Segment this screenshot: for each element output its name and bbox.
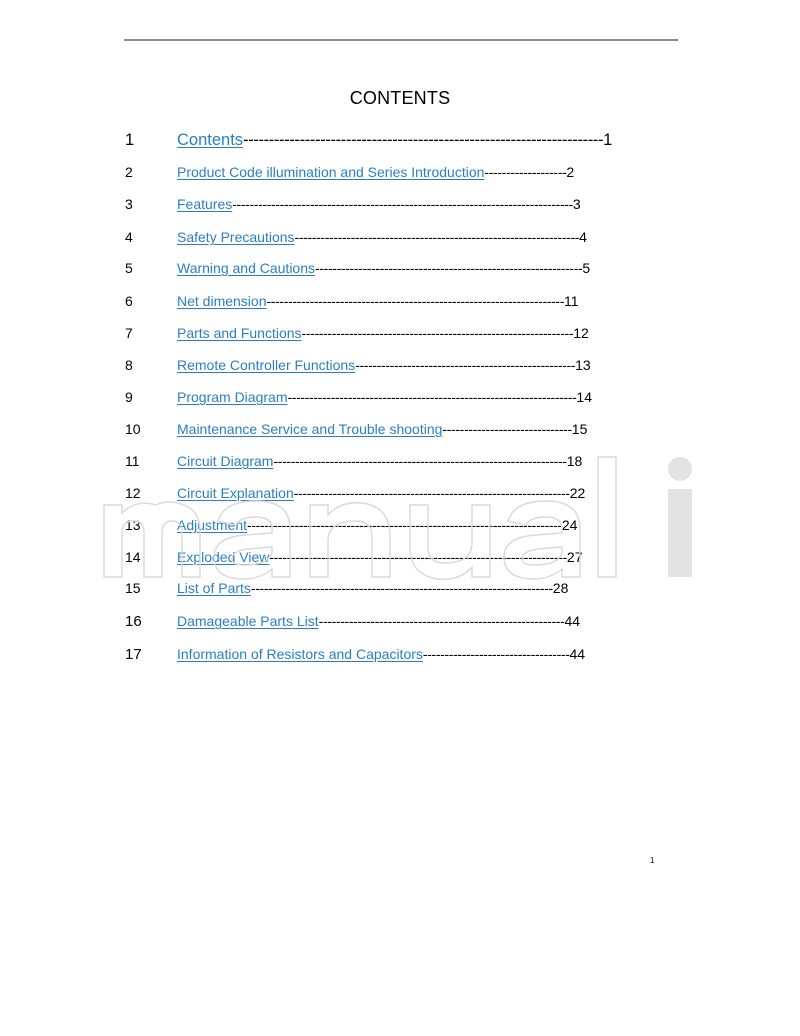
toc-leader: ------------------------------------------------------------------------- xyxy=(247,517,562,533)
toc-leader: --------------------------------------------------------------- xyxy=(301,325,574,341)
toc-page-number: 5 xyxy=(582,260,591,276)
toc-page-number: 12 xyxy=(573,325,589,341)
toc-entry-number: 13 xyxy=(125,517,141,533)
toc-page-number: 11 xyxy=(564,293,579,309)
toc-link-circuit-diagram[interactable]: Circuit Diagram xyxy=(177,453,274,469)
toc-link-parts-functions[interactable]: Parts and Functions xyxy=(177,325,302,341)
toc-page-number: 14 xyxy=(576,389,592,405)
toc-entry-number: 8 xyxy=(125,357,133,373)
toc-entry-features xyxy=(125,194,581,214)
toc-entry-number: 6 xyxy=(125,293,133,309)
toc-leader: ---------------------------------- xyxy=(422,646,570,662)
toc-entry-number: 5 xyxy=(125,260,133,276)
toc-leader: --------------------------------------------------------- xyxy=(318,613,565,629)
toc-link-product-code[interactable]: Product Code illumination and Series Introduction xyxy=(177,164,485,180)
toc-entry-number: 4 xyxy=(125,229,133,245)
toc-link-program-diagram[interactable]: Program Diagram xyxy=(177,389,288,405)
toc-link-safety-precautions[interactable]: Safety Precautions xyxy=(177,229,295,245)
toc-entry-circuit-diagram xyxy=(125,451,582,471)
toc-link-features[interactable]: Features xyxy=(177,196,233,212)
toc-leader: ------------------- xyxy=(484,164,567,180)
toc-entry-number: 7 xyxy=(125,325,133,341)
toc-entry-parts-functions xyxy=(125,323,589,343)
toc-page-number: 4 xyxy=(579,229,587,245)
toc-entry-product-code xyxy=(125,162,574,182)
toc-page-number: 27 xyxy=(566,549,583,565)
toc-leader: ---------------------------------------------------------------------- xyxy=(250,580,553,596)
toc-link-remote-controller[interactable]: Remote Controller Functions xyxy=(177,357,356,373)
toc-entry-safety-precautions xyxy=(125,227,587,247)
toc-leader: ------------------------------ xyxy=(442,421,572,437)
toc-page-number: 44 xyxy=(564,613,581,629)
toc-entry-number: 11 xyxy=(125,453,140,469)
toc-link-warning-cautions[interactable]: Warning and Cautions xyxy=(177,260,316,276)
toc-link-damageable-parts[interactable]: Damageable Parts List xyxy=(177,613,319,629)
toc-leader: -------------------------------------------------------------- xyxy=(315,260,583,276)
toc-leader: ---------------------------------------------------------------------- xyxy=(243,131,604,149)
toc-page-number: 1 xyxy=(603,131,613,149)
toc-entry-list-of-parts xyxy=(125,578,568,598)
toc-entry-number: 1 xyxy=(125,131,135,149)
toc-page-number: 44 xyxy=(569,646,586,662)
toc-link-adjustment[interactable]: Adjustment xyxy=(177,517,248,533)
toc-entry-number: 10 xyxy=(125,421,141,437)
toc-entry-remote-controller xyxy=(125,355,591,375)
toc-entry-program-diagram xyxy=(125,387,592,407)
toc-leader: ------------------------------------------------------------------ xyxy=(294,229,580,245)
toc-page-number: 3 xyxy=(572,196,581,212)
toc-page-number: 2 xyxy=(566,164,575,180)
toc-entry-maintenance xyxy=(125,419,587,439)
toc-entry-number: 12 xyxy=(125,485,141,501)
toc-link-list-of-parts[interactable]: List of Parts xyxy=(177,580,251,596)
toc-entry-circuit-explanation xyxy=(125,483,585,503)
toc-entry-damageable-parts xyxy=(125,611,580,631)
page-title: CONTENTS xyxy=(349,88,451,108)
toc-link-contents[interactable]: Contents xyxy=(177,131,244,149)
toc-page-number: 22 xyxy=(569,485,586,501)
toc-leader: -------------------------------------------------------------------- xyxy=(273,453,567,469)
toc-entry-number: 2 xyxy=(125,164,133,180)
toc-entry-net-dimension xyxy=(125,291,579,311)
toc-entry-number: 3 xyxy=(125,196,133,212)
footer-page-number: 1 xyxy=(650,856,655,865)
toc-leader: --------------------------------------------------------------------- xyxy=(269,549,567,565)
toc-leader: ------------------------------------------------------------------------------- xyxy=(232,196,573,212)
toc-page-number: 24 xyxy=(561,517,578,533)
toc-leader: ---------------------------------------------------------------- xyxy=(293,485,570,501)
toc-page-number: 28 xyxy=(552,580,569,596)
toc-entry-warning-cautions xyxy=(125,258,590,278)
toc-link-net-dimension[interactable]: Net dimension xyxy=(177,293,267,309)
toc-entry-number: 15 xyxy=(125,580,141,596)
toc-link-resistors-capacitors[interactable]: Information of Resistors and Capacitors xyxy=(177,646,423,662)
toc-leader: --------------------------------------------------- xyxy=(355,357,576,373)
toc-entry-number: 17 xyxy=(125,646,142,663)
toc-page-number: 15 xyxy=(571,421,588,437)
toc-link-circuit-explanation[interactable]: Circuit Explanation xyxy=(177,485,294,501)
toc-page-number: 13 xyxy=(575,357,591,373)
toc-entry-exploded-view xyxy=(125,547,583,567)
toc-leader: --------------------------------------------------------------------- xyxy=(266,293,565,309)
toc-page-number: 18 xyxy=(566,453,583,469)
toc-leader: ------------------------------------------------------------------- xyxy=(287,389,577,405)
toc-entry-number: 14 xyxy=(125,549,141,565)
toc-entry-adjustment xyxy=(125,515,577,535)
toc-entry-resistors-capacitors xyxy=(125,644,585,664)
toc-entry-contents xyxy=(125,130,612,150)
toc-link-exploded-view[interactable]: Exploded View xyxy=(177,549,270,565)
toc-entry-number: 9 xyxy=(125,389,133,405)
toc-entry-number: 16 xyxy=(125,613,142,630)
toc-link-maintenance[interactable]: Maintenance Service and Trouble shooting xyxy=(177,421,443,437)
